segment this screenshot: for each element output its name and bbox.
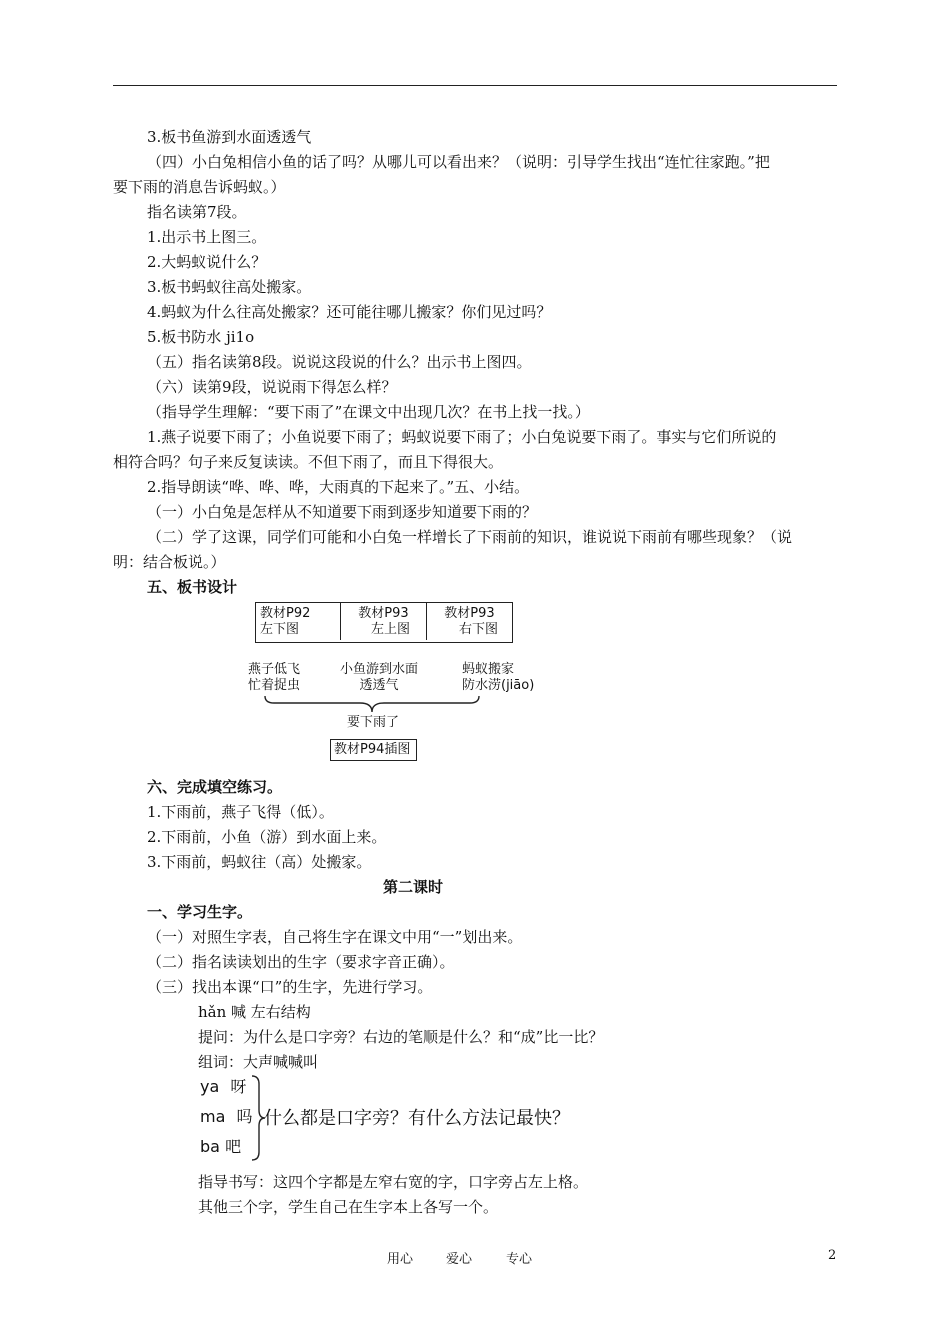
pinyin: ma [200, 1107, 226, 1126]
footer-word: 用心 [387, 1252, 414, 1267]
board-label-line: 燕子低飞 [248, 662, 301, 677]
pinyin-row [200, 1107, 253, 1127]
board-cell-line: 教材P92 [260, 606, 311, 621]
text-line: （四）小白兔相信小鱼的话了吗？从哪儿可以看出来？（说明：引导学生找出“连忙往家跑。”把 [147, 153, 770, 171]
board-cell-line: 左下图 [260, 622, 300, 637]
board-cell-line: 教材P93 [358, 606, 409, 621]
character: 吗 [236, 1107, 253, 1126]
text-line: （六）读第9段，说说雨下得怎么样？ [147, 378, 397, 396]
text-line: 4.蚂蚁为什么往高处搬家？还可能往哪儿搬家？你们见过吗？ [147, 303, 552, 321]
text-line: （二）指名读读划出的生字（要求字音正确）。 [147, 953, 455, 971]
text-line: 指名读第7段。 [147, 203, 247, 221]
text-line: （指导学生理解：“要下雨了”在课文中出现几次？在书上找一找。） [147, 403, 590, 421]
text-line: 3.板书蚂蚁往高处搬家。 [147, 278, 312, 296]
text-line: 明：结合板说。） [113, 553, 226, 571]
text-line: 要下雨的消息告诉蚂蚁。） [113, 178, 286, 196]
text-line: 1.燕子说要下雨了；小鱼说要下雨了；蚂蚁说要下雨了；小白兔说要下雨了。事实与它们所说的 [147, 428, 777, 446]
text-line: 提问：为什么是口字旁？右边的笔顺是什么？和“成”比一比？ [198, 1028, 604, 1046]
text-line: 指导书写：这四个字都是左窄右宽的字，口字旁占左上格。 [198, 1173, 589, 1191]
section-heading: 一、学习生字。 [147, 903, 253, 921]
page-number: 2 [828, 1248, 837, 1263]
text-line: 2.指导朗读“哗、哗、哗，大雨真的下起来了。”五、小结。 [147, 478, 530, 496]
board-label-line: 透透气 [359, 678, 399, 693]
text-line: （五）指名读第8段。说说这段说的什么？出示书上图四。 [147, 353, 532, 371]
board-top-box [255, 602, 513, 643]
text-line: 3.板书鱼游到水面透透气 [147, 128, 312, 146]
board-cell-line: 右下图 [458, 622, 498, 637]
header-rule [113, 85, 837, 86]
board-label-line: 忙着捉虫 [248, 678, 301, 693]
text-line: （一）小白兔是怎样从不知道要下雨到逐步知道要下雨的？ [147, 503, 538, 521]
text-line: 5.板书防水 ji1o [147, 328, 255, 346]
pinyin-row [200, 1137, 241, 1157]
board-cell [256, 603, 341, 640]
board-label-line: 防水涝(jiāo) [462, 678, 535, 693]
text-line: 组词：大声喊喊叫 [198, 1053, 319, 1071]
character: 吧 [225, 1137, 242, 1156]
section-heading: 六、完成填空练习。 [147, 778, 283, 796]
pinyin: ya [200, 1077, 220, 1096]
board-label [462, 662, 534, 694]
text-line: （二）学了这课，同学们可能和小白兔一样增长了下雨前的知识，谁说说下雨前有哪些现象？（说 [147, 528, 793, 546]
bottom-box-label: 教材P94插图 [334, 742, 411, 757]
footer-word: 专心 [506, 1252, 533, 1267]
footer-word: 爱心 [446, 1252, 473, 1267]
board-label [340, 662, 418, 694]
text-line: 3.下雨前，蚂蚁往（高）处搬家。 [147, 853, 372, 871]
text-line: 1.下雨前，燕子飞得（低）。 [147, 803, 334, 821]
text-line: 其他三个字，学生自己在生字本上各写一个。 [198, 1198, 499, 1216]
board-label-line: 蚂蚁搬家 [462, 662, 515, 677]
board-cell-line: 教材P93 [444, 606, 495, 621]
lesson-title: 第二课时 [383, 878, 444, 896]
board-cell-line: 左上图 [370, 622, 410, 637]
bottom-box [330, 739, 417, 761]
curly-brace [262, 694, 482, 716]
pinyin: ba [200, 1137, 220, 1156]
text-line: 2.下雨前，小鱼（游）到水面上来。 [147, 828, 387, 846]
board-label-line: 小鱼游到水面 [340, 662, 419, 677]
text-line: hǎn 喊 左右结构 [198, 1003, 311, 1021]
character: 呀 [230, 1077, 247, 1096]
board-cell [341, 603, 427, 640]
section-heading: 五、板书设计 [147, 578, 238, 596]
board-label [248, 662, 300, 694]
board-cell [427, 603, 512, 640]
pinyin-row [200, 1077, 246, 1097]
text-line: 1.出示书上图三。 [147, 228, 267, 246]
pinyin-note: 什么都是口字旁？有什么方法记最快？ [264, 1108, 570, 1129]
text-line: 2.大蚂蚁说什么？ [147, 253, 267, 271]
text-line: 相符合吗？句子来反复读读。不但下雨了，而且下得很大。 [113, 453, 504, 471]
text-line: （三）找出本课“口”的生字，先进行学习。 [147, 978, 433, 996]
text-line: （一）对照生字表，自己将生字在课文中用“一”划出来。 [147, 928, 523, 946]
brace-label: 要下雨了 [347, 715, 400, 730]
